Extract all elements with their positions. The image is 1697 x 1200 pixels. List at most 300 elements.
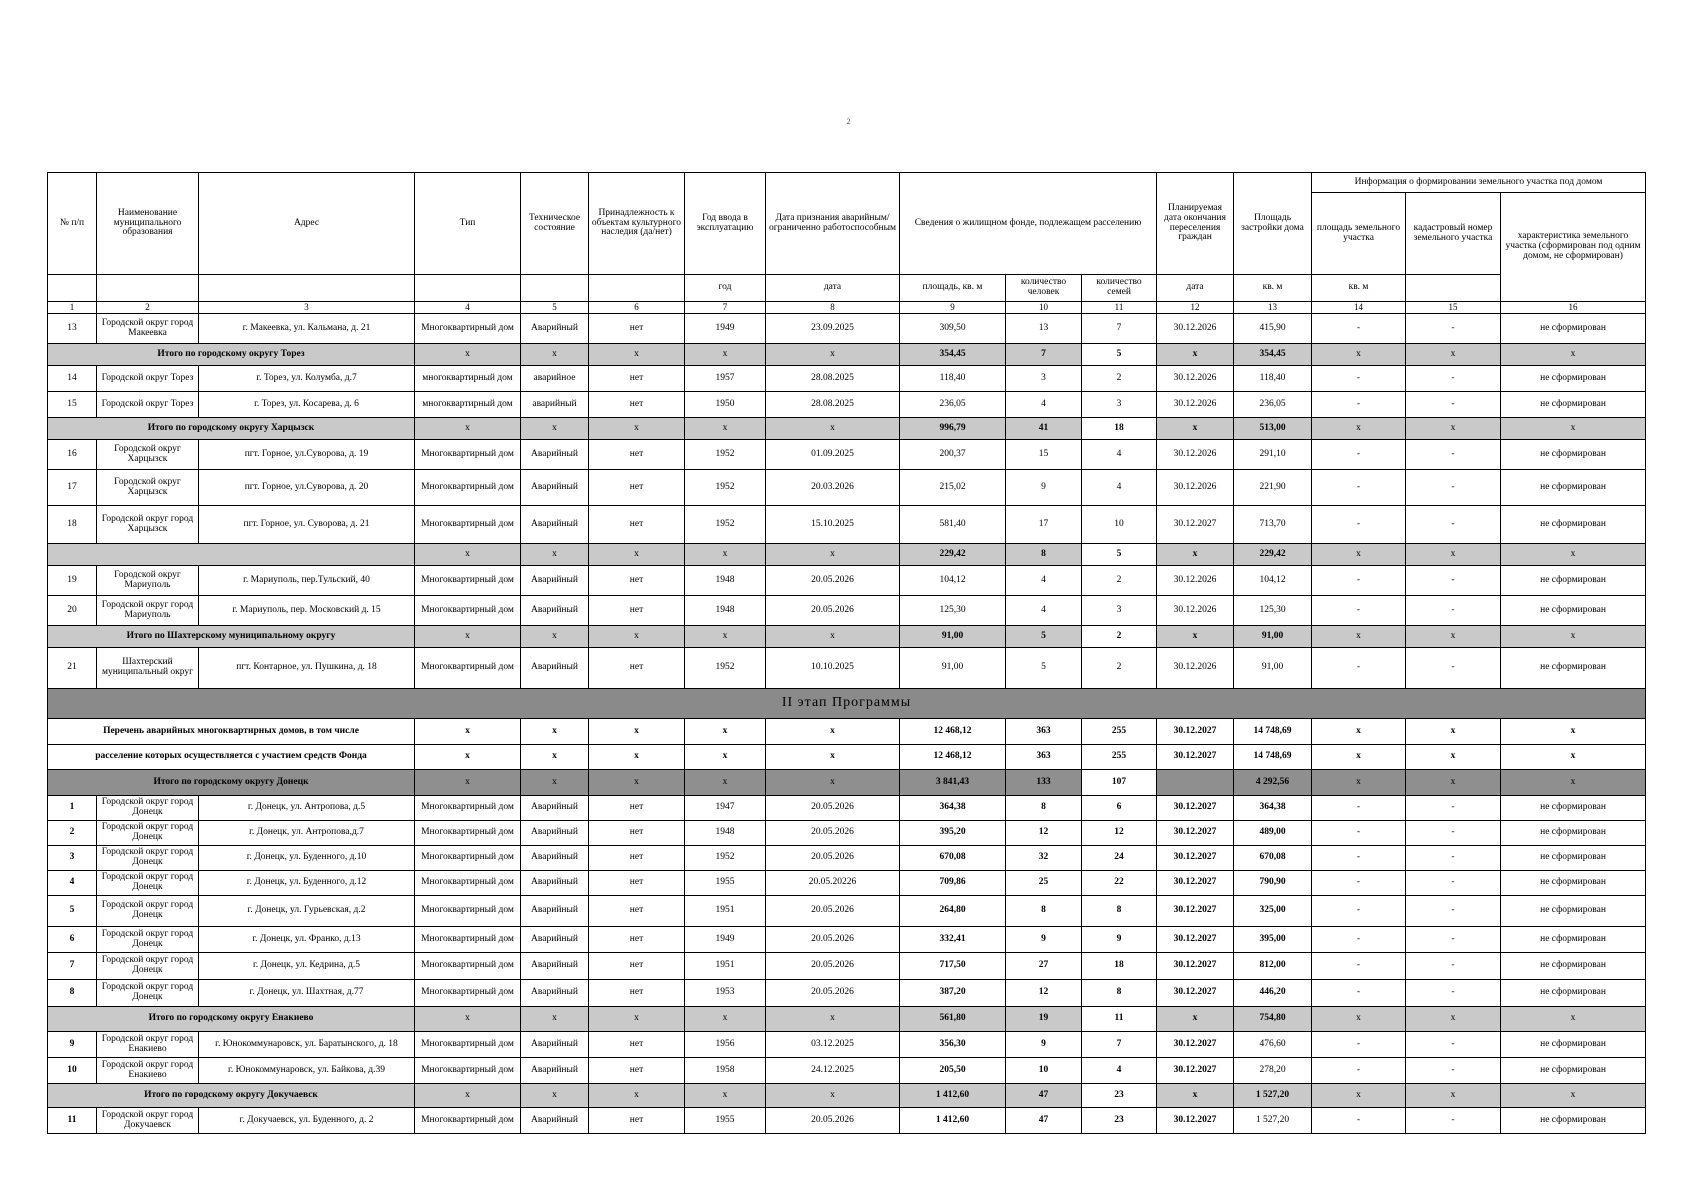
land-characteristic-cell: не сформирован [1501,927,1646,953]
commission-year-total: x [685,770,766,796]
family-count-cell: 3 [1082,596,1157,626]
building-area-total: 14 748,69 [1234,719,1312,745]
commission-year-cell: 1956 [685,1032,766,1058]
technical-condition-total: x [521,344,589,366]
recognition-date-cell: 20.05.2026 [766,796,900,821]
planned-date-total: x [1157,626,1234,648]
people-count-total: 7 [1006,344,1082,366]
cadastral-number-total: x [1406,1007,1501,1032]
technical-condition-cell: Аварийный [521,1108,589,1134]
building-type-cell: Многоквартирный дом [415,980,521,1007]
cadastral-number-cell: - [1406,953,1501,980]
address-cell: г. Донецк, ул. Кедрина, д.5 [199,953,415,980]
building-type-cell: Многоквартирный дом [415,1108,521,1134]
commission-year-cell: 1952 [685,648,766,689]
municipality-cell: Городской округ город Донецк [97,846,199,871]
stage-heading: II этап Программы [48,689,1646,719]
cadastral-number-cell: - [1406,566,1501,596]
cadastral-number-cell: - [1406,896,1501,927]
living-area-cell: 670,08 [900,846,1006,871]
recognition-date-cell: 20.05.2026 [766,980,900,1007]
land-characteristic-cell: не сформирован [1501,1032,1646,1058]
people-count-cell: 12 [1006,821,1082,846]
land-area-cell: - [1312,366,1406,392]
land-area-cell: - [1312,648,1406,689]
heritage-flag-total: x [589,745,685,770]
recognition-date-cell: 20.05.2026 [766,821,900,846]
planned-date-cell: 30.12.2026 [1157,440,1234,470]
land-area-cell: - [1312,896,1406,927]
column-number: 10 [1006,302,1082,314]
people-count-cell: 25 [1006,871,1082,896]
planned-date-cell: 30.12.2027 [1157,506,1234,544]
technical-condition-total: x [521,719,589,745]
municipality-cell: Городской округ город Макеевка [97,314,199,344]
planned-date-total: x [1157,1007,1234,1032]
commission-year-total: x [685,418,766,440]
land-area-cell: - [1312,506,1406,544]
commission-year-total: x [685,1007,766,1032]
building-type-total: x [415,770,521,796]
building-type-cell: Многоквартирный дом [415,470,521,506]
living-area-total: 12 468,12 [900,719,1006,745]
column-number: 15 [1406,302,1501,314]
land-characteristic-total: x [1501,544,1646,566]
commission-year-cell: 1948 [685,566,766,596]
planned-date-cell: 30.12.2027 [1157,1108,1234,1134]
heritage-flag-cell: нет [589,927,685,953]
living-area-total: 12 468,12 [900,745,1006,770]
address-cell: г. Юнокоммунаровск, ул. Баратынского, д. 18 [199,1032,415,1058]
commission-year-total: x [685,544,766,566]
land-area-cell: - [1312,1058,1406,1084]
land-area-cell: - [1312,596,1406,626]
subtotal-row [48,544,1646,566]
column-number: 3 [199,302,415,314]
planned-date-total: x [1157,344,1234,366]
heritage-flag-cell: нет [589,314,685,344]
living-area-cell: 395,20 [900,821,1006,846]
family-count-cell: 7 [1082,314,1157,344]
family-count-total: 11 [1082,1007,1157,1032]
table-row [48,846,1646,871]
people-count-cell: 9 [1006,927,1082,953]
planned-date-cell: 30.12.2026 [1157,470,1234,506]
commission-year-total: x [685,344,766,366]
subtotal-row [48,344,1646,366]
living-area-total: 1 412,60 [900,1084,1006,1108]
header-housing-fund: Сведения о жилищном фонде, подлежащем расселению [900,173,1157,275]
planned-date-cell: 30.12.2026 [1157,366,1234,392]
table-row [48,1058,1646,1084]
building-type-cell: Многоквартирный дом [415,927,521,953]
header-type: Тип [415,173,521,275]
heritage-flag-cell: нет [589,366,685,392]
header-number: № п/п [48,173,97,275]
living-area-total: 91,00 [900,626,1006,648]
building-area-cell: 91,00 [1234,648,1312,689]
subtotal-label: Итого по городскому округу Донецк [48,770,415,796]
column-number: 2 [97,302,199,314]
building-type-cell: многоквартирный дом [415,392,521,418]
planned-date-cell: 30.12.2026 [1157,596,1234,626]
cadastral-number-total: x [1406,544,1501,566]
land-characteristic-cell: не сформирован [1501,846,1646,871]
building-type-cell: Многоквартирный дом [415,648,521,689]
building-type-cell: многоквартирный дом [415,366,521,392]
heritage-flag-total: x [589,1084,685,1108]
living-area-cell: 717,50 [900,953,1006,980]
family-count-cell: 10 [1082,506,1157,544]
heritage-flag-cell: нет [589,846,685,871]
municipality-cell: Городской округ город Донецк [97,953,199,980]
land-area-total: x [1312,770,1406,796]
land-characteristic-cell: не сформирован [1501,796,1646,821]
building-type-cell: Многоквартирный дом [415,821,521,846]
building-type-total: x [415,1084,521,1108]
living-area-cell: 200,37 [900,440,1006,470]
header-heritage-cont [589,275,685,302]
people-count-cell: 47 [1006,1108,1082,1134]
land-characteristic-cell: не сформирован [1501,440,1646,470]
family-count-cell: 2 [1082,648,1157,689]
table-row [48,821,1646,846]
municipality-cell: Городской округ Мариуполь [97,566,199,596]
people-count-total: 19 [1006,1007,1082,1032]
cadastral-number-cell: - [1406,871,1501,896]
living-area-total: 354,45 [900,344,1006,366]
address-cell: г. Донецк, ул. Буденного, д.10 [199,846,415,871]
technical-condition-total: x [521,544,589,566]
people-count-cell: 3 [1006,366,1082,392]
family-count-total: 255 [1082,745,1157,770]
planned-date-total: 30.12.2027 [1157,719,1234,745]
cadastral-number-cell: - [1406,1108,1501,1134]
address-cell: пгт. Горное, ул.Суворова, д. 19 [199,440,415,470]
table-row [48,927,1646,953]
row-number-cell: 3 [48,846,97,871]
row-number-cell: 18 [48,506,97,544]
commission-year-cell: 1952 [685,440,766,470]
column-number: 14 [1312,302,1406,314]
unit-building-area: кв. м [1234,275,1312,302]
table-row [48,392,1646,418]
people-count-total: 363 [1006,719,1082,745]
technical-condition-cell: Аварийный [521,470,589,506]
building-area-total: 513,00 [1234,418,1312,440]
unit-cadastral [1406,275,1501,302]
unit-area: площадь, кв. м [900,275,1006,302]
building-type-cell: Многоквартирный дом [415,953,521,980]
municipality-cell: Городской округ город Харцызск [97,506,199,544]
heritage-flag-total: x [589,719,685,745]
people-count-total: 363 [1006,745,1082,770]
municipality-cell: Городской округ Харцызск [97,440,199,470]
living-area-total: 996,79 [900,418,1006,440]
planned-date-total [1157,770,1234,796]
land-characteristic-cell: не сформирован [1501,566,1646,596]
people-count-cell: 13 [1006,314,1082,344]
cadastral-number-cell: - [1406,314,1501,344]
land-characteristic-total: x [1501,418,1646,440]
heritage-flag-cell: нет [589,1108,685,1134]
family-count-cell: 8 [1082,896,1157,927]
subtotal-label: Перечень аварийных многоквартирных домов, в том числе [48,719,415,745]
heritage-flag-cell: нет [589,440,685,470]
cadastral-number-cell: - [1406,648,1501,689]
row-number-cell: 21 [48,648,97,689]
people-count-cell: 12 [1006,980,1082,1007]
land-characteristic-cell: не сформирован [1501,896,1646,927]
land-area-cell: - [1312,392,1406,418]
address-cell: г. Донецк, ул. Гурьевская, д.2 [199,896,415,927]
building-area-total: 14 748,69 [1234,745,1312,770]
heritage-flag-cell: нет [589,596,685,626]
land-area-cell: - [1312,566,1406,596]
recognition-date-cell: 10.10.2025 [766,648,900,689]
recognition-date-cell: 20.03.2026 [766,470,900,506]
land-area-cell: - [1312,470,1406,506]
address-cell: г. Мариуполь, пер. Московский д. 15 [199,596,415,626]
column-number: 16 [1501,302,1646,314]
subtotal-row [48,1084,1646,1108]
commission-year-cell: 1952 [685,846,766,871]
family-count-cell: 7 [1082,1032,1157,1058]
commission-year-cell: 1957 [685,366,766,392]
housing-relocation-table [47,172,1646,1134]
land-area-cell: - [1312,871,1406,896]
heritage-flag-cell: нет [589,506,685,544]
living-area-cell: 709,86 [900,871,1006,896]
land-area-cell: - [1312,980,1406,1007]
table-row [48,980,1646,1007]
people-count-total: 41 [1006,418,1082,440]
building-type-total: x [415,544,521,566]
table-row [48,366,1646,392]
building-area-cell: 125,30 [1234,596,1312,626]
heritage-flag-total: x [589,770,685,796]
municipality-cell: Городской округ город Донецк [97,980,199,1007]
recognition-date-cell: 28.08.2025 [766,392,900,418]
planned-date-total: x [1157,1084,1234,1108]
heritage-flag-cell: нет [589,1058,685,1084]
living-area-cell: 215,02 [900,470,1006,506]
commission-year-total: x [685,745,766,770]
recognition-date-total: x [766,745,900,770]
total-row [48,719,1646,745]
technical-condition-total: x [521,626,589,648]
living-area-cell: 309,50 [900,314,1006,344]
row-number-cell: 19 [48,566,97,596]
land-area-cell: - [1312,927,1406,953]
people-count-total: 5 [1006,626,1082,648]
planned-date-cell: 30.12.2027 [1157,1058,1234,1084]
commission-year-total: x [685,626,766,648]
technical-condition-cell: Аварийный [521,566,589,596]
commission-year-total: x [685,719,766,745]
technical-condition-cell: Аварийный [521,596,589,626]
building-type-cell: Многоквартирный дом [415,314,521,344]
address-cell: г. Докучаевск, ул. Буденного, д. 2 [199,1108,415,1134]
municipality-cell: Городской округ город Докучаевск [97,1108,199,1134]
commission-year-cell: 1952 [685,506,766,544]
municipality-cell: Шахтерский муниципальный округ [97,648,199,689]
table-row [48,648,1646,689]
technical-condition-cell: Аварийный [521,440,589,470]
land-characteristic-total: x [1501,745,1646,770]
heritage-flag-total: x [589,544,685,566]
row-number-cell: 2 [48,821,97,846]
municipality-cell: Городской округ город Енакиево [97,1032,199,1058]
table-row [48,896,1646,927]
recognition-date-total: x [766,544,900,566]
living-area-total: 3 841,43 [900,770,1006,796]
cadastral-number-cell: - [1406,1032,1501,1058]
land-characteristic-cell: не сформирован [1501,821,1646,846]
family-count-cell: 6 [1082,796,1157,821]
recognition-date-cell: 03.12.2025 [766,1032,900,1058]
family-count-total: 255 [1082,719,1157,745]
land-area-total: x [1312,626,1406,648]
address-cell: г. Юнокоммунаровск, ул. Байкова, д.39 [199,1058,415,1084]
column-number: 5 [521,302,589,314]
header-type-cont [415,275,521,302]
technical-condition-cell: Аварийный [521,821,589,846]
land-area-cell: - [1312,821,1406,846]
row-number-cell: 8 [48,980,97,1007]
building-area-cell: 118,40 [1234,366,1312,392]
building-type-total: x [415,745,521,770]
subtotal-label: расселение которых осуществляется с участием средств Фонда [48,745,415,770]
land-characteristic-total: x [1501,1007,1646,1032]
technical-condition-cell: Аварийный [521,871,589,896]
heritage-flag-cell: нет [589,392,685,418]
recognition-date-cell: 20.05.2026 [766,953,900,980]
planned-date-cell: 30.12.2027 [1157,846,1234,871]
building-area-total: 91,00 [1234,626,1312,648]
table-row [48,796,1646,821]
heritage-flag-cell: нет [589,566,685,596]
building-area-cell: 670,08 [1234,846,1312,871]
municipality-cell: Городской округ Торез [97,392,199,418]
subtotal-row [48,770,1646,796]
land-characteristic-total: x [1501,719,1646,745]
building-area-cell: 713,70 [1234,506,1312,544]
cadastral-number-total: x [1406,719,1501,745]
municipality-cell: Городской округ город Донецк [97,821,199,846]
family-count-total: 5 [1082,544,1157,566]
building-type-total: x [415,626,521,648]
building-area-cell: 489,00 [1234,821,1312,846]
land-area-total: x [1312,418,1406,440]
commission-year-cell: 1951 [685,896,766,927]
recognition-date-cell: 23.09.2025 [766,314,900,344]
living-area-total: 229,42 [900,544,1006,566]
row-number-cell: 15 [48,392,97,418]
cadastral-number-total: x [1406,418,1501,440]
unit-people: количество человек [1006,275,1082,302]
family-count-cell: 22 [1082,871,1157,896]
technical-condition-cell: Аварийный [521,896,589,927]
table-row [48,953,1646,980]
row-number-cell: 16 [48,440,97,470]
land-area-total: x [1312,745,1406,770]
column-number: 13 [1234,302,1312,314]
technical-condition-cell: аварийный [521,392,589,418]
planned-date-cell: 30.12.2026 [1157,648,1234,689]
address-cell: г. Донецк, ул. Шахтная, д.77 [199,980,415,1007]
heritage-flag-cell: нет [589,953,685,980]
table-row [48,440,1646,470]
family-count-total: 107 [1082,770,1157,796]
building-area-cell: 104,12 [1234,566,1312,596]
table-row [48,566,1646,596]
unit-year: год [685,275,766,302]
living-area-cell: 581,40 [900,506,1006,544]
living-area-cell: 104,12 [900,566,1006,596]
header-land-area: площадь земельного участка [1312,193,1406,275]
people-count-cell: 9 [1006,1032,1082,1058]
building-area-cell: 790,90 [1234,871,1312,896]
family-count-cell: 18 [1082,953,1157,980]
building-area-cell: 415,90 [1234,314,1312,344]
land-area-cell: - [1312,796,1406,821]
building-area-cell: 446,20 [1234,980,1312,1007]
header-address-cont [199,275,415,302]
land-characteristic-cell: не сформирован [1501,953,1646,980]
cadastral-number-cell: - [1406,596,1501,626]
row-number-cell: 13 [48,314,97,344]
address-cell: г. Донецк, ул. Франко, д.13 [199,927,415,953]
heritage-flag-cell: нет [589,896,685,927]
family-count-cell: 4 [1082,1058,1157,1084]
heritage-flag-total: x [589,626,685,648]
recognition-date-total: x [766,1084,900,1108]
people-count-cell: 17 [1006,506,1082,544]
family-count-total: 18 [1082,418,1157,440]
commission-year-cell: 1953 [685,980,766,1007]
row-number-cell: 10 [48,1058,97,1084]
address-cell: пгт. Горное, ул. Суворова, д. 21 [199,506,415,544]
header-land-characteristic: характеристика земельного участка (сформирован под одним домом, не сформирован) [1501,193,1646,302]
technical-condition-cell: Аварийный [521,953,589,980]
family-count-cell: 8 [1082,980,1157,1007]
people-count-cell: 4 [1006,566,1082,596]
land-characteristic-cell: не сформирован [1501,648,1646,689]
column-number: 7 [685,302,766,314]
address-cell: г. Мариуполь, пер.Тульский, 40 [199,566,415,596]
technical-condition-cell: Аварийный [521,506,589,544]
commission-year-cell: 1948 [685,596,766,626]
subtotal-label: Итого по городскому округу Енакиево [48,1007,415,1032]
recognition-date-total: x [766,1007,900,1032]
building-type-cell: Многоквартирный дом [415,566,521,596]
building-type-cell: Многоквартирный дом [415,506,521,544]
building-area-total: 1 527,20 [1234,1084,1312,1108]
row-number-cell: 4 [48,871,97,896]
unit-date: дата [766,275,900,302]
family-count-total: 23 [1082,1084,1157,1108]
people-count-cell: 8 [1006,796,1082,821]
recognition-date-total: x [766,344,900,366]
land-area-cell: - [1312,1108,1406,1134]
land-characteristic-cell: не сформирован [1501,366,1646,392]
cadastral-number-cell: - [1406,1058,1501,1084]
land-area-total: x [1312,1084,1406,1108]
building-area-cell: 278,20 [1234,1058,1312,1084]
planned-date-total: x [1157,418,1234,440]
land-area-total: x [1312,719,1406,745]
